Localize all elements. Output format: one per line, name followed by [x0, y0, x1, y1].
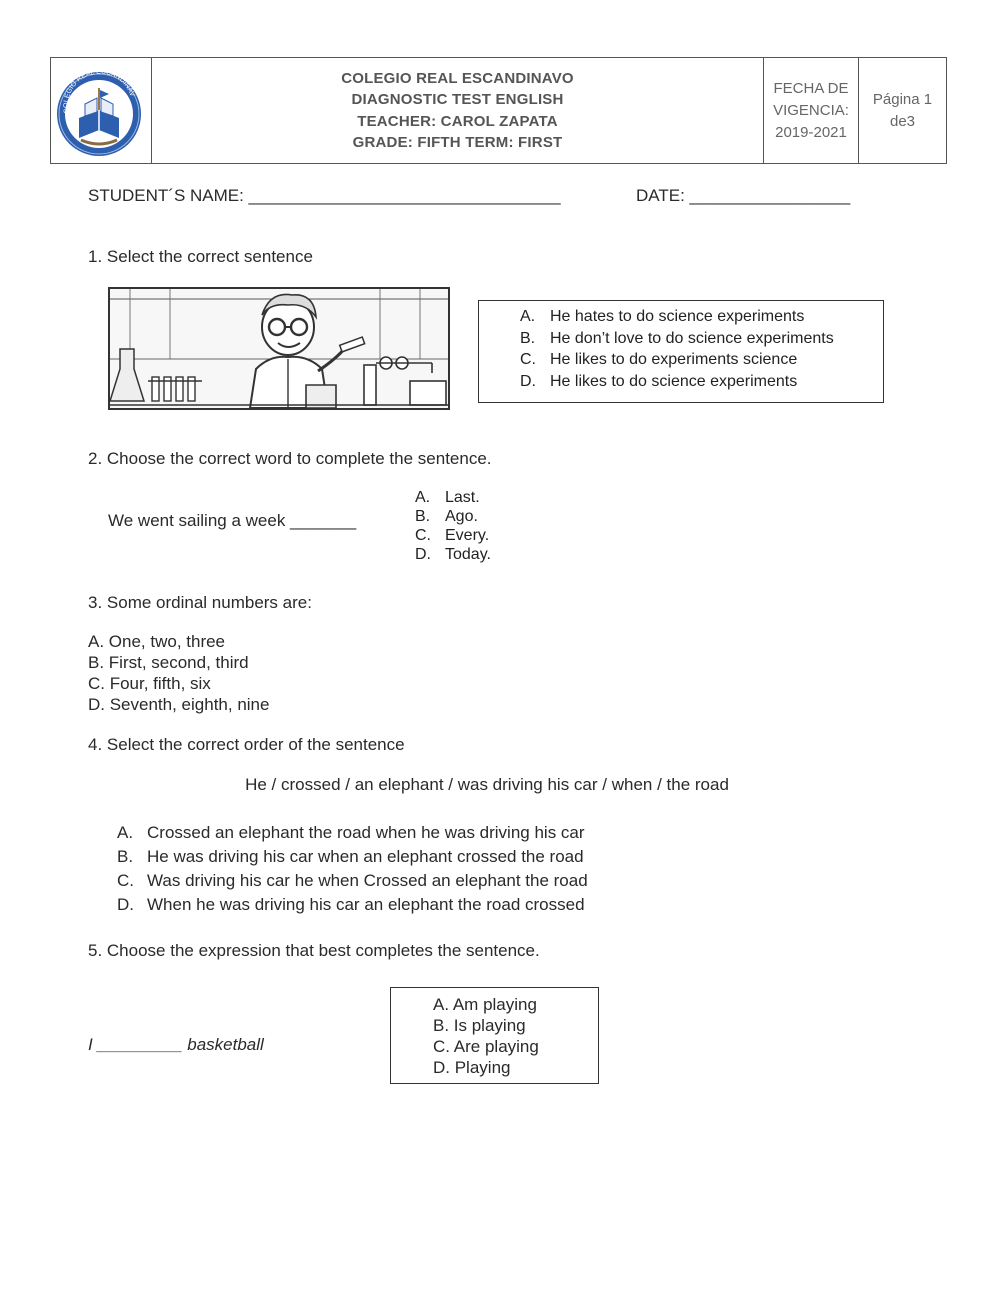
q1-options	[520, 306, 834, 392]
logo-cell	[51, 58, 152, 163]
student-name-field[interactable]: STUDENT´S NAME: _________________________________	[88, 186, 561, 205]
date-field[interactable]: DATE: _________________	[636, 186, 851, 205]
q3-option-b[interactable]: B. First, second, third	[88, 653, 249, 672]
school-logo	[51, 58, 152, 165]
q2-option-c[interactable]: C. Every.	[415, 527, 490, 544]
page-cell	[859, 58, 946, 163]
school-name: COLEGIO REAL ESCANDINAVO	[341, 69, 574, 87]
q4-option-c[interactable]: C. Was driving his car he when Crossed an elephant the road	[117, 871, 588, 890]
svg-text:COLEGIO REAL ESCANDINAVO: COLEGIO REAL ESCANDINAV	[63, 68, 136, 114]
validity-cell	[764, 58, 859, 163]
q4-options	[117, 821, 588, 917]
scientist-image	[110, 289, 448, 408]
page-total: de3	[889, 112, 916, 130]
q5-option-c[interactable]: C. Are playing	[433, 1037, 539, 1056]
q1-option-a[interactable]: A. He hates to do science experiments	[520, 308, 805, 325]
q1-prompt: 1. Select the correct sentence	[88, 247, 313, 266]
teacher-name: TEACHER: CAROL ZAPATA	[357, 112, 558, 130]
q4-prompt: 4. Select the correct order of the sentence	[88, 735, 405, 754]
q1-option-c[interactable]: C. He likes to do experiments science	[520, 351, 798, 368]
q5-option-b[interactable]: B. Is playing	[433, 1016, 526, 1035]
q5-sentence: I _________ basketball	[88, 1035, 264, 1054]
q1-option-d[interactable]: D. He likes to do science experiments	[520, 372, 798, 390]
q2-option-a[interactable]: A. Last.	[415, 489, 480, 506]
q3-prompt: 3. Some ordinal numbers are:	[88, 593, 312, 612]
validity-line-2: VIGENCIA:	[773, 101, 849, 119]
q4-option-a[interactable]: A. Crossed an elephant the road when he was driving his car	[117, 823, 585, 842]
validity-line-1: FECHA DE	[773, 79, 849, 97]
q5-option-d[interactable]: D. Playing	[433, 1058, 511, 1077]
school-info-cell	[152, 58, 764, 163]
q3-options	[88, 631, 269, 715]
q3-option-c[interactable]: C. Four, fifth, six	[88, 674, 211, 693]
q4-scramble: He / crossed / an elephant / was driving his car / when / the road	[245, 775, 729, 794]
q3-option-d[interactable]: D. Seventh, eighth, nine	[88, 695, 270, 714]
q5-prompt: 5. Choose the expression that best completes the sentence.	[88, 941, 540, 960]
page-number: Página 1	[872, 90, 933, 108]
q3-option-a[interactable]: A. One, two, three	[88, 632, 226, 651]
q2-prompt: 2. Choose the correct word to complete the sentence.	[88, 449, 492, 468]
q2-option-d[interactable]: D. Today.	[415, 546, 491, 563]
q5-options	[433, 994, 539, 1078]
test-title: DIAGNOSTIC TEST ENGLISH	[351, 91, 564, 108]
q5-option-a[interactable]: A. Am playing	[433, 995, 537, 1014]
scientist-illustration	[108, 287, 450, 410]
q2-options	[415, 488, 491, 564]
validity-years: 2019-2021	[775, 123, 847, 141]
q2-option-b[interactable]: B. Ago.	[415, 508, 478, 525]
q2-sentence: We went sailing a week _______	[108, 511, 357, 530]
header-table	[50, 57, 947, 164]
q4-option-b[interactable]: B. He was driving his car when an elephant crossed the road	[117, 847, 584, 866]
q1-option-b[interactable]: B. He don’t love to do science experiments	[520, 329, 834, 347]
q4-option-d[interactable]: D. When he was driving his car an elephant the road crossed	[117, 895, 585, 914]
grade-term: GRADE: FIFTH TERM: FIRST	[352, 134, 563, 151]
